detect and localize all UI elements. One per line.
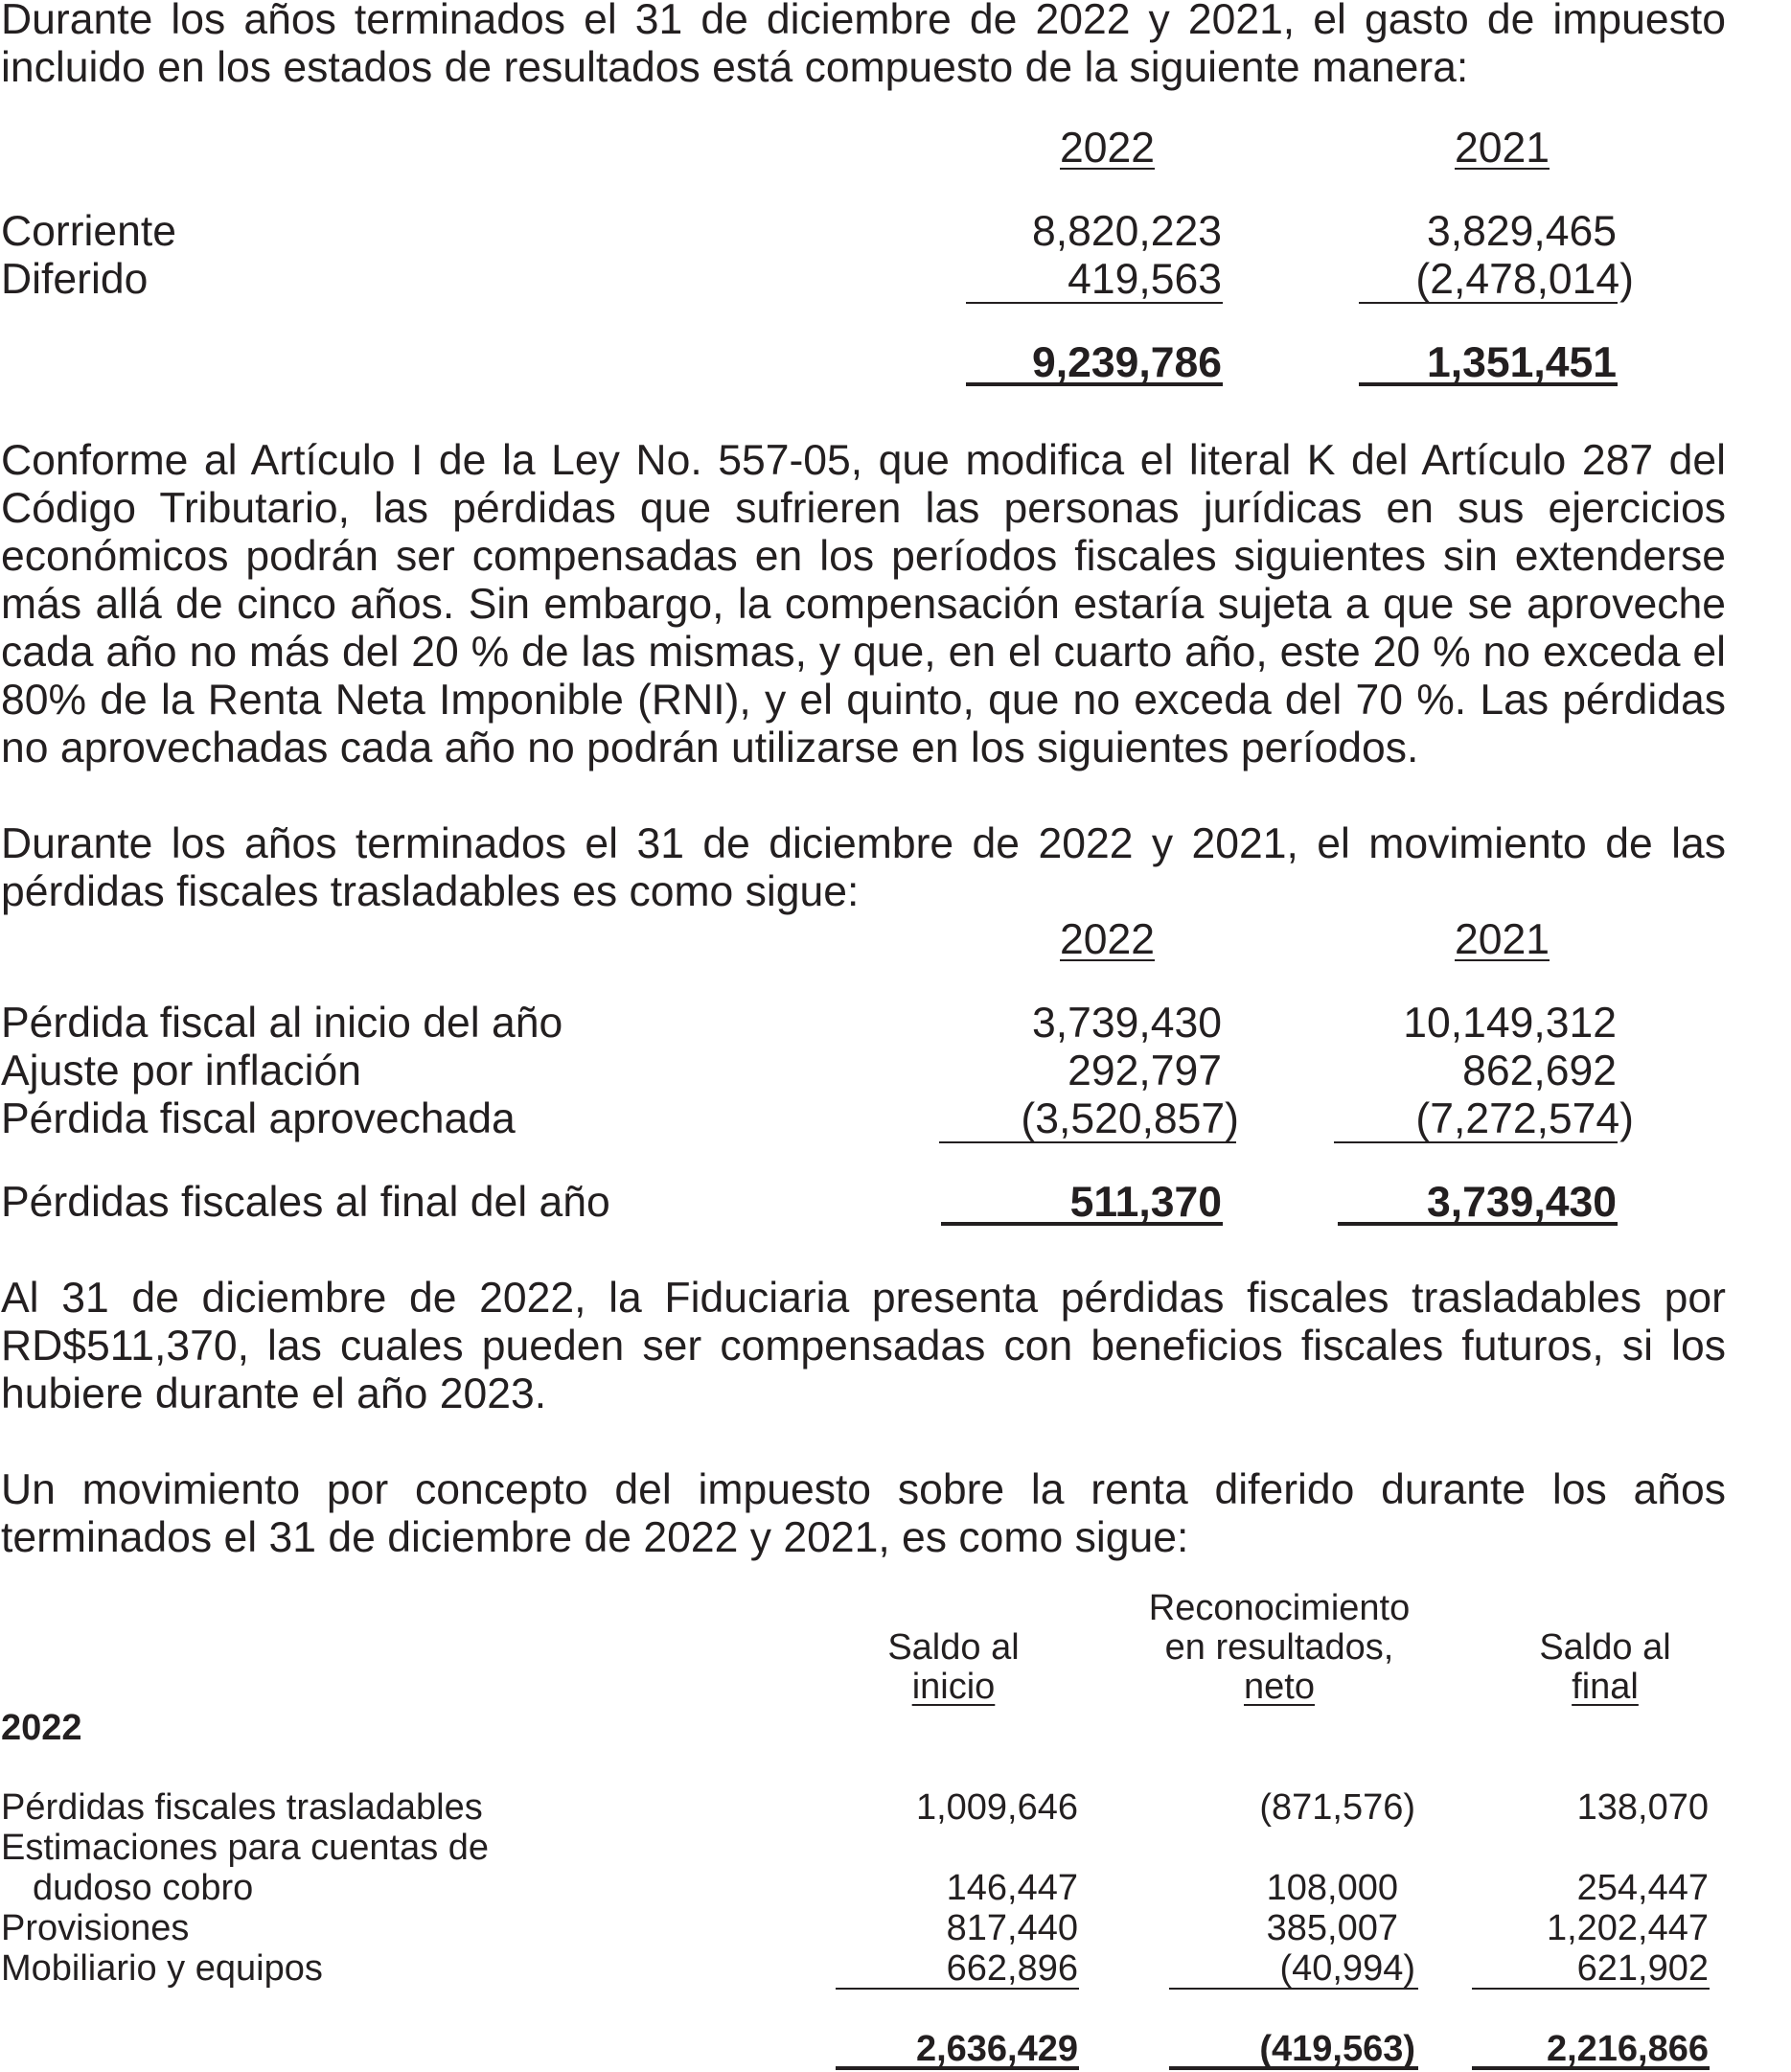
total-double-rule-reconocimiento xyxy=(1169,2066,1418,2070)
total-double-rule-2022 xyxy=(941,1222,1223,1226)
value-inflacion-2022: 292,797 xyxy=(1068,1048,1222,1094)
subtotal-rule-2021 xyxy=(1359,302,1618,304)
value-perdidas-inicio: 1,009,646 xyxy=(915,1787,1078,1828)
value-estimaciones-inicio: 146,447 xyxy=(946,1868,1078,1908)
value-corriente-2021: 3,829,465 xyxy=(1427,208,1617,255)
subtotal-rule-2022 xyxy=(939,1141,1236,1143)
value-perdidas-final: 138,070 xyxy=(1576,1787,1709,1828)
total-2021: 3,739,430 xyxy=(1427,1179,1617,1226)
value-mobiliario-reconocimiento: (40,994) xyxy=(1279,1948,1415,1989)
col-header-saldo-inicio: Saldo al inicio xyxy=(887,1627,1020,1707)
value-aprovechada-2021: (7,272,574) xyxy=(1415,1095,1634,1142)
total-reconocimiento: (419,563) xyxy=(1259,2029,1415,2069)
value-aprovechada-2022: (3,520,857) xyxy=(1021,1095,1239,1142)
value-estimaciones-reconocimiento: 108,000 xyxy=(1266,1868,1398,1908)
year-header-2022: 2022 xyxy=(1060,916,1155,963)
total-double-rule-2022 xyxy=(966,382,1223,386)
total-double-rule-final xyxy=(1472,2066,1710,2070)
total-2022: 511,370 xyxy=(1069,1179,1222,1226)
row-label-provisiones: Provisiones xyxy=(1,1908,190,1948)
loss-balance-paragraph: Al 31 de diciembre de 2022, la Fiduciaria presenta pérdidas fiscales trasladables por RD$511,370, las cuales pueden ser compensadas con beneficios fiscales futuros, si los hubiere durante el año 2023. xyxy=(1,1275,1726,1417)
year-header-2022: 2022 xyxy=(1060,125,1155,172)
value-inflacion-2021: 862,692 xyxy=(1462,1048,1617,1094)
value-provisiones-reconocimiento: 385,007 xyxy=(1266,1908,1398,1948)
value-diferido-2021: (2,478,014) xyxy=(1415,256,1634,303)
subtotal-rule-2022 xyxy=(966,302,1223,304)
subtotal-rule-2021 xyxy=(1334,1141,1618,1143)
row-label-dudoso-cobro: dudoso cobro xyxy=(33,1868,254,1908)
col-header-reconocimiento: Reconocimiento en resultados, neto xyxy=(1148,1588,1411,1707)
row-label-inflacion: Ajuste por inflación xyxy=(1,1048,361,1094)
loss-movement-intro: Durante los años terminados el 31 de diciembre de 2022 y 2021, el movimiento de las pérdidas fiscales trasladables es como sigue: xyxy=(1,820,1726,915)
row-label-diferido: Diferido xyxy=(1,256,149,303)
year-header-2021: 2021 xyxy=(1455,916,1550,963)
row-label-perdidas: Pérdidas fiscales trasladables xyxy=(1,1787,483,1828)
total-double-rule-inicio xyxy=(836,2066,1079,2070)
subtotal-rule-reconocimiento xyxy=(1169,1988,1418,1990)
total-2022: 9,239,786 xyxy=(1032,339,1222,386)
value-perdidas-reconocimiento: (871,576) xyxy=(1259,1787,1415,1828)
subtotal-rule-final xyxy=(1472,1988,1710,1990)
total-final: 2,216,866 xyxy=(1546,2029,1709,2069)
value-diferido-2022: 419,563 xyxy=(1068,256,1222,303)
value-mobiliario-final: 621,902 xyxy=(1576,1948,1709,1989)
value-provisiones-inicio: 817,440 xyxy=(946,1908,1078,1948)
total-double-rule-2021 xyxy=(1359,382,1618,386)
row-label-corriente: Corriente xyxy=(1,208,177,255)
value-provisiones-final: 1,202,447 xyxy=(1546,1908,1709,1948)
intro-paragraph: Durante los años terminados el 31 de diciembre de 2022 y 2021, el gasto de impuesto incluido en los estados de resultados está compuesto de la siguiente manera: xyxy=(1,0,1726,91)
row-label-final: Pérdidas fiscales al final del año xyxy=(1,1179,610,1226)
row-label-mobiliario: Mobiliario y equipos xyxy=(1,1948,323,1989)
value-corriente-2022: 8,820,223 xyxy=(1032,208,1222,255)
value-inicio-2022: 3,739,430 xyxy=(1032,1000,1222,1047)
value-estimaciones-final: 254,447 xyxy=(1576,1868,1709,1908)
row-label-inicio: Pérdida fiscal al inicio del año xyxy=(1,1000,563,1047)
subtotal-rule-inicio xyxy=(836,1988,1079,1990)
year-header-2021: 2021 xyxy=(1455,125,1550,172)
total-2021: 1,351,451 xyxy=(1427,339,1617,386)
section-year-2022: 2022 xyxy=(1,1708,82,1748)
legal-paragraph: Conforme al Artículo I de la Ley No. 557-05, que modifica el literal K del Artículo 287 del Código Tributario, las pérdidas que sufrieren las personas jurídicas en sus ejercicios económicos podrán ser compensadas en los períodos fiscales siguientes sin extenderse más allá de cinco años. Sin embargo, la compensación estaría sujeta a que se aproveche cada año no más del 20 % de las mismas, y que, en el cuarto año, este 20 % no exceda el 80% de la Renta Neta Imponible (RNI), y el quinto, que no exceda del 70 %. Las pérdidas no aprovechadas cada año no podrán utilizarse en los siguientes períodos. xyxy=(1,437,1726,771)
row-label-aprovechada: Pérdida fiscal aprovechada xyxy=(1,1095,516,1142)
total-double-rule-2021 xyxy=(1338,1222,1618,1226)
value-mobiliario-inicio: 662,896 xyxy=(946,1948,1078,1989)
total-inicio: 2,636,429 xyxy=(915,2029,1078,2069)
deferred-tax-intro: Un movimiento por concepto del impuesto sobre la renta diferido durante los años terminados el 31 de diciembre de 2022 y 2021, es como sigue: xyxy=(1,1466,1726,1561)
col-header-saldo-final: Saldo al final xyxy=(1539,1627,1671,1707)
value-inicio-2021: 10,149,312 xyxy=(1403,1000,1617,1047)
row-label-estimaciones: Estimaciones para cuentas de xyxy=(1,1828,490,1868)
